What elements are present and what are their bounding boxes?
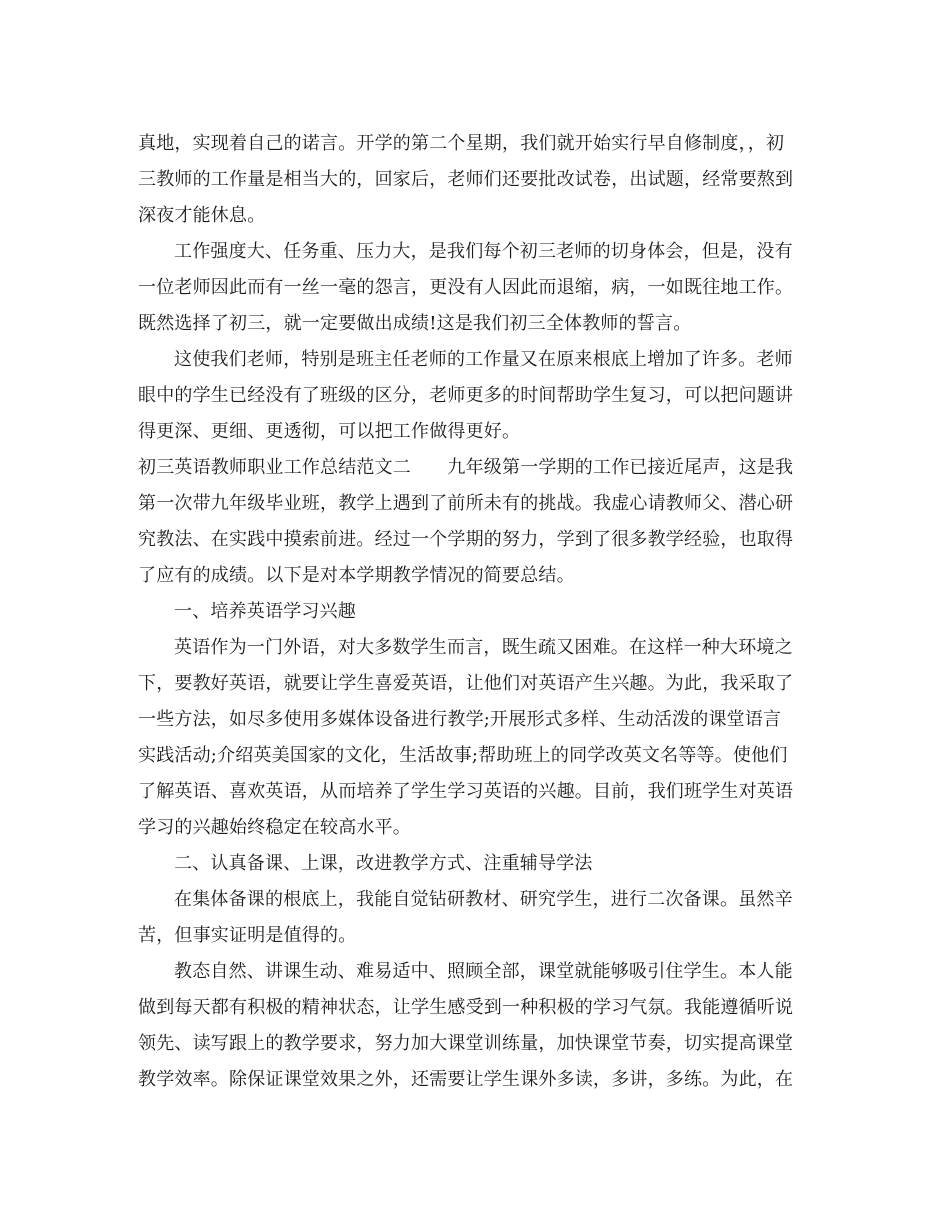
text-line: 三教师的工作量是相当大的，回家后，老师们还要批改试卷，出试题，经常要熬到 [138, 169, 794, 190]
text-line: 究教法、在实践中摸索前进。经过一个学期的努力，学到了很多教学经验，也取得 [138, 529, 794, 550]
text-line: 了应有的成绩。以下是对本学期教学情况的简要总结。 [138, 565, 575, 586]
text-line: 眼中的学生已经没有了班级的区分，老师更多的时间帮助学生复习，可以把问题讲 [138, 385, 794, 406]
text-line: 一位老师因此而有一丝一毫的怨言，更没有人因此而退缩，病，一如既往地工作。 [138, 277, 794, 298]
text-line: 英语作为一门外语，对大多数学生而言，既生疏又困难。在这样一种大环境之 [174, 637, 793, 658]
text-line: 二、认真备课、上课，改进教学方式、注重辅导学法 [174, 853, 593, 874]
text-line: 苦，但事实证明是值得的。 [138, 925, 357, 946]
text-line: 这使我们老师，特别是班主任老师的工作量又在原来根底上增加了许多。老师 [174, 349, 793, 370]
text-line: 了解英语、喜欢英语，从而培养了学生学习英语的兴趣。目前，我们班学生对英语 [138, 781, 794, 802]
text-line: 第一次带九年级毕业班，教学上遇到了前所未有的挑战。我虚心请教师父、潜心研 [138, 493, 794, 514]
text-line: 在集体备课的根底上，我能自觉钻研教材、研究学生，进行二次备课。虽然辛 [174, 889, 793, 910]
text-line: 深夜才能休息。 [138, 205, 266, 226]
text-line: 教态自然、讲课生动、难易适中、照顾全部，课堂就能够吸引住学生。本人能 [174, 961, 793, 982]
text-line: 得更深、更细、更透彻，可以把工作做得更好。 [138, 421, 521, 442]
text-line: 领先、读写跟上的教学要求，努力加大课堂训练量，加快课堂节奏，切实提高课堂 [138, 1033, 794, 1054]
text-line: 一、培养英语学习兴趣 [174, 601, 356, 622]
text-line: 学习的兴趣始终稳定在较高水平。 [138, 817, 411, 838]
text-line: 做到每天都有积极的精神状态，让学生感受到一种积极的学习气氛。我能遵循听说 [138, 997, 794, 1018]
text-line: 教学效率。除保证课堂效果之外，还需要让学生课外多读，多讲，多练。为此，在 [138, 1069, 794, 1090]
document-body [138, 126, 812, 1098]
text-line: 下，要教好英语，就要让学生喜爱英语，让他们对英语产生兴趣。为此，我采取了 [138, 673, 794, 694]
text-line: 既然选择了初三，就一定要做出成绩!这是我们初三全体教师的誓言。 [138, 313, 692, 334]
text-line: 初三英语教师职业工作总结范文二 九年级第一学期的工作已接近尾声，这是我 [138, 457, 794, 478]
text-line: 真地，实现着自己的诺言。开学的第二个星期，我们就开始实行早自修制度，，初 [138, 133, 785, 154]
text-line: 工作强度大、任务重、压力大，是我们每个初三老师的切身体会，但是，没有 [174, 241, 793, 262]
text-line: 一些方法，如尽多使用多媒体设备进行教学;开展形式多样、生动活泼的课堂语言 [138, 709, 782, 730]
text-line: 实践活动;介绍英美国家的文化，生活故事;帮助班上的同学改英文名等等。使他们 [138, 745, 788, 766]
